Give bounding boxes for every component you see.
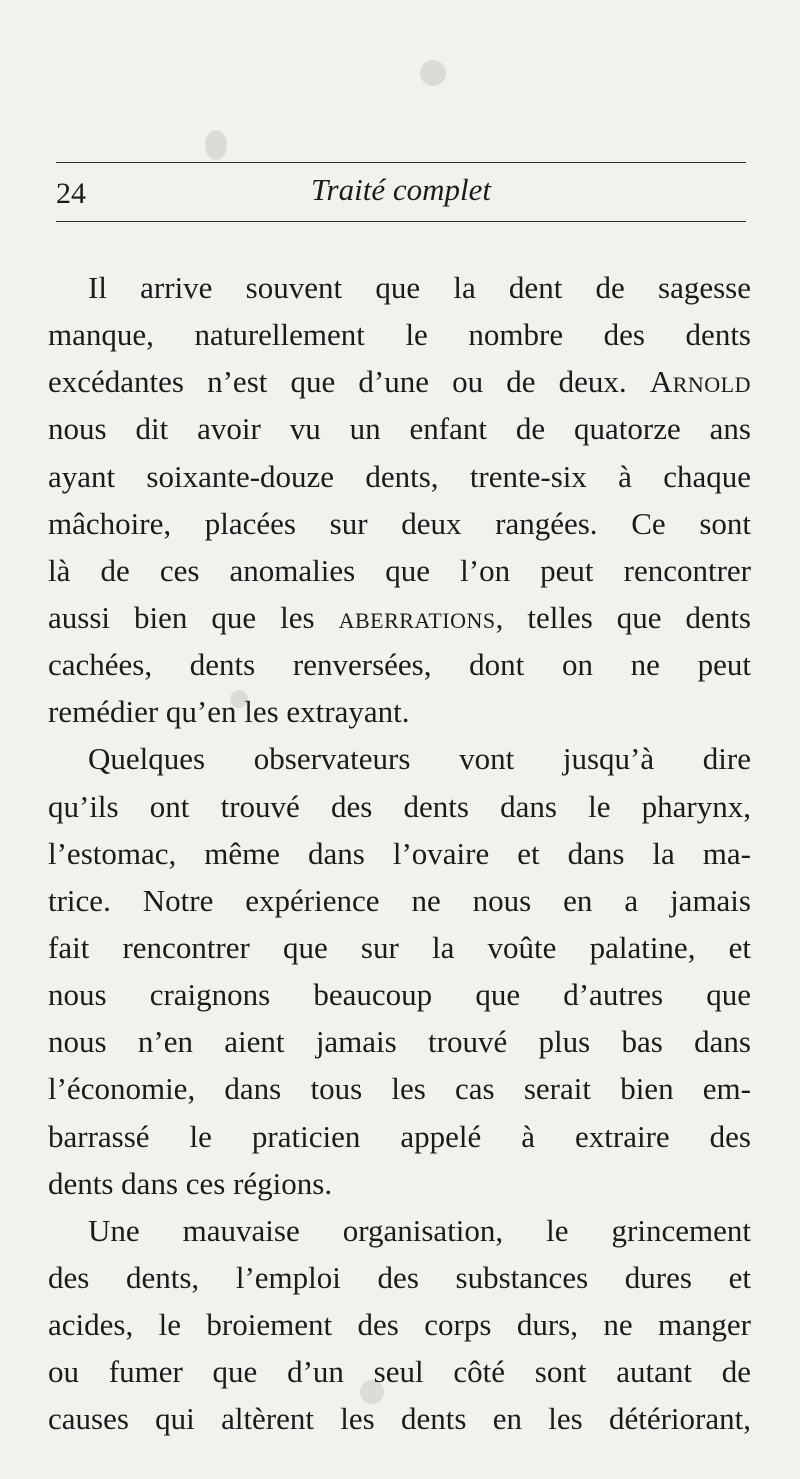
page-number: 24 (56, 177, 86, 210)
text-line: nous n’en aient jamais trouvé plus bas dans (48, 1024, 751, 1060)
text-line: Une mauvaise organisation, le grincement (88, 1212, 751, 1248)
term-aberrations: aberrations (338, 599, 496, 635)
text-fragment: aussi bien que les (48, 599, 339, 635)
text-line: acides, le broiement des corps durs, ne manger (48, 1307, 751, 1343)
text-line: ayant soixante-douze dents, trente-six à chaque (48, 458, 751, 494)
text-line: mâchoire, placées sur deux rangées. Ce sont (48, 505, 751, 541)
text-line: manque, naturellement le nombre des dents (48, 317, 751, 353)
text-fragment: , telles que dents (495, 599, 751, 635)
text-line: trice. Notre expérience ne nous en a jamais (48, 882, 751, 918)
text-line (48, 358, 751, 405)
text-line: là de ces anomalies que l’on peut rencontrer (48, 552, 751, 588)
text-line: l’économie, dans tous les cas serait bien em- (48, 1071, 751, 1107)
text-line: cachées, dents renversées, dont on ne peut (48, 647, 751, 683)
body-text (48, 264, 751, 1443)
paragraph-2 (48, 735, 751, 1206)
text-fragment: excédantes n’est que d’une ou de deux. (48, 364, 650, 400)
text-line: causes qui altèrent les dents en les détériorant, (48, 1401, 751, 1437)
paragraph-1 (48, 264, 751, 735)
text-line: remédier qu’en les extrayant. (48, 694, 410, 730)
text-line: fait rencontrer que sur la voûte palatine, et (48, 929, 751, 965)
text-line: Il arrive souvent que la dent de sagesse (88, 270, 751, 305)
text-line: ou fumer que d’un seul côté sont autant de (48, 1354, 751, 1390)
header-rule-top (56, 162, 746, 163)
paragraph-3 (48, 1207, 751, 1443)
text-line: nous dit avoir vu un enfant de quatorze ans (48, 411, 751, 447)
text-line: Quelques observateurs vont jusqu’à dire (88, 741, 751, 777)
text-line: l’estomac, même dans l’ovaire et dans la ma- (48, 835, 751, 871)
text-line: des dents, l’emploi des substances dures et (48, 1259, 751, 1295)
text-line (48, 594, 751, 641)
text-line: nous craignons beaucoup que d’autres que (48, 977, 751, 1013)
text-line: dents dans ces régions. (48, 1165, 333, 1201)
author-name-arnold: Arnold (649, 364, 751, 400)
text-line: qu’ils ont trouvé des dents dans le pharynx, (48, 788, 751, 824)
header-rule-bottom (56, 221, 746, 222)
running-title: Traité complet (311, 172, 491, 207)
text-line: barrassé le praticien appelé à extraire des (48, 1118, 751, 1154)
